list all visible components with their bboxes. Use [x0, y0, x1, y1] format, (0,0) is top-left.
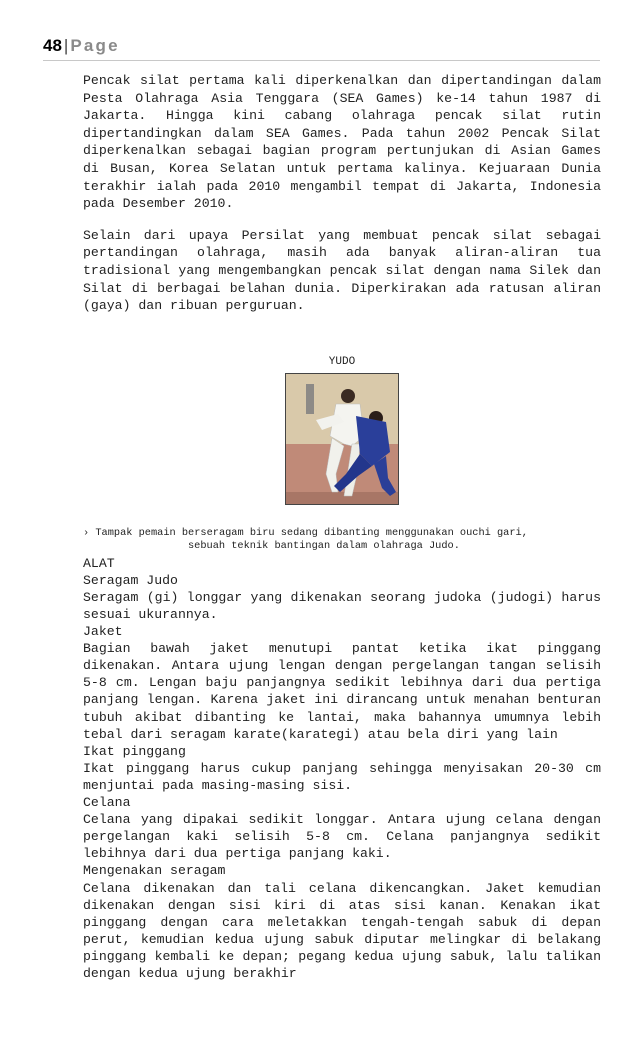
paragraph-sea-games: Pencak silat pertama kali diperkenalkan dan dipertandingan dalam Pesta Olahraga Asia Tenggara (SEA Games) ke-14 tahun 1987 di Jakarta. Hingga kini cabang olahraga pencak silat rutin dipertandingkan dalam SEA Games. Pada tahun 2002 Pencak Silat diperkenalkan sebagai bagian program pertunjukan di Asian Games di Busan, Korea Selatan untuk pertama kalinya. Kejuaraan Dunia terakhir ialah pada 2010 mengambil tempat di Jakarta, Indonesia pada Desember 2010. — [83, 73, 601, 212]
text-jaket: Bagian bawah jaket menutupi pantat ketika ikat pinggang dikenakan. Antara ujung lengan dengan pergelangan tangan selisih 5-8 cm. Lengan baju panjangnya sedikit lebihnya dari dua pertiga panjang lengan. Karena jaket ini dirancang untuk menahan benturan tubuh akibat dibanting ke lantai, maka bahannya umumnya lebih tebal dari seragam karate(karategi) atau bela diri yang lain — [83, 641, 601, 742]
equipment-section — [83, 555, 601, 982]
figure-caption — [83, 527, 601, 553]
page-header — [43, 36, 600, 61]
text-mengenakan-seragam: Celana dikenakan dan tali celana dikencangkan. Jaket kemudian dikenakan dengan sisi kiri di atas sisi kanan. Kenakan ikat pinggang dengan cara meletakkan tengah-tengah sabuk di depan perut, kemudian kedua ujung sabuk diputar melingkar di belakang pinggang kembali ke depan; pegang kedua ujung sabuk, lalu talikan dengan kedua ujung berakhir — [83, 880, 601, 981]
page-number: 48 — [43, 36, 62, 55]
caption-line-2: sebuah teknik bantingan dalam olahraga Judo. — [188, 539, 460, 552]
judo-photo — [285, 373, 399, 505]
text-ikat-pinggang: Ikat pinggang harus cukup panjang sehingga menyisakan 20-30 cm menjuntai pada masing-masing sisi. — [83, 760, 601, 793]
subheading-ikat-pinggang: Ikat pinggang — [83, 743, 186, 759]
section-heading-alat: ALAT — [83, 555, 115, 571]
judo-throw-illustration — [286, 374, 398, 504]
document-body — [83, 72, 601, 982]
subheading-jaket: Jaket — [83, 624, 123, 640]
subheading-celana: Celana — [83, 795, 131, 811]
page-label: Page — [70, 36, 120, 55]
header-separator: | — [63, 36, 69, 55]
subheading-mengenakan-seragam: Mengenakan seragam — [83, 863, 226, 879]
figure-title: YUDO — [328, 355, 356, 368]
paragraph-aliran: Selain dari upaya Persilat yang membuat pencak silat sebagai pertandingan olahraga, masih ada banyak aliran-aliran tua tradisional yang mengembangkan pencak silat dengan nama Silek dan Silat di berbagai belahan dunia. Diperkirakan ada ratusan aliran (gaya) dan ribuan perguruan. — [83, 227, 601, 314]
subheading-seragam-judo: Seragam Judo — [83, 572, 178, 588]
text-celana: Celana yang dipakai sedikit longgar. Antara ujung celana dengan pergelangan kaki selisih 5-8 cm. Celana panjangnya sedikit lebihnya dari dua pertiga panjang kaki. — [83, 812, 601, 862]
text-seragam: Seragam (gi) longgar yang dikenakan seorang judoka (judogi) harus sesuai ukurannya. — [83, 589, 601, 622]
caption-line-1: › Tampak pemain berseragam biru sedang dibanting menggunakan ouchi gari, — [83, 526, 528, 539]
